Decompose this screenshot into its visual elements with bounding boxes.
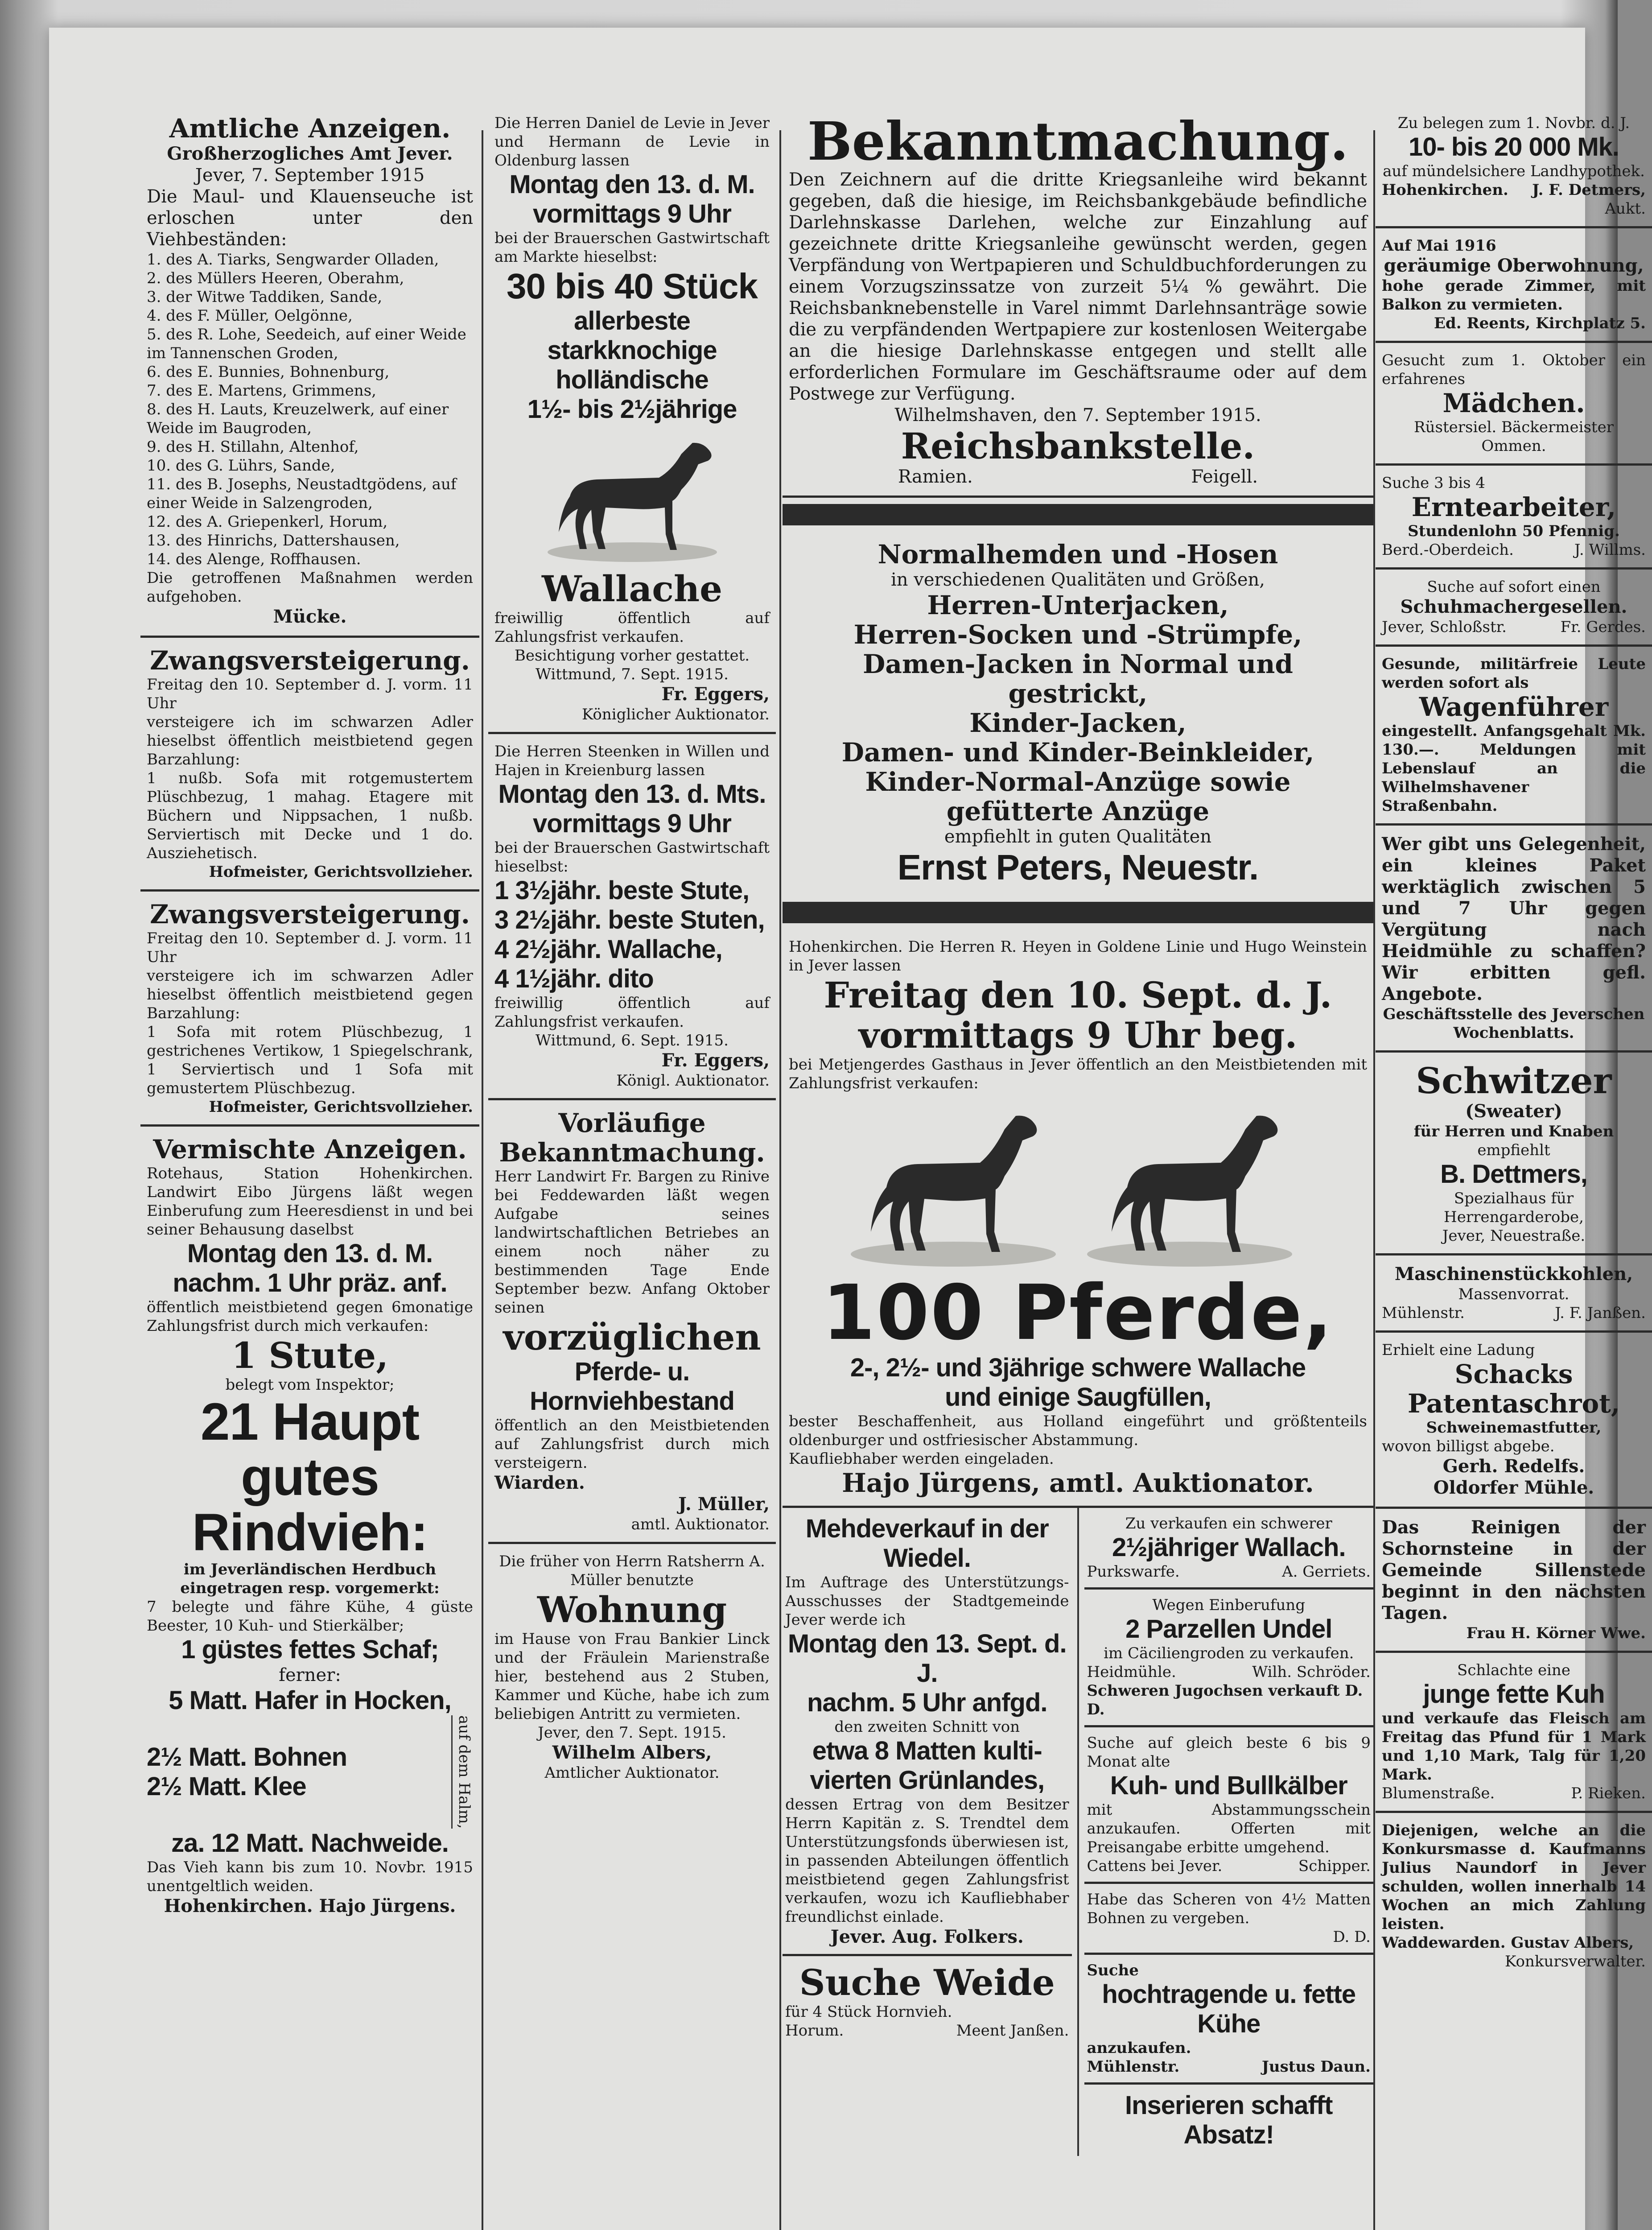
signature: A. Gerriets. bbox=[1282, 1563, 1371, 1581]
notice-intro: Die Maul- und Klauenseuche ist erloschen unter den Viehbeständen: bbox=[147, 186, 473, 250]
ad-line: versteigere ich im schwarzen Adler hieselbst öffentlich meistbietend gegen Barzahlung: bbox=[147, 713, 473, 768]
column-2 bbox=[488, 106, 776, 2230]
ad-intro: Im Auftrage des Unterstützungs-Ausschusses der Stadtgemeinde Jever werde ich bbox=[785, 1573, 1069, 1629]
ad-title: Wohnung bbox=[537, 1589, 727, 1631]
crop-lines bbox=[147, 1743, 451, 1801]
signature: Justus Daun. bbox=[1261, 2058, 1371, 2076]
signature: Frau H. Körner Wwe. bbox=[1466, 1624, 1646, 1642]
column-1 bbox=[140, 106, 479, 2230]
signature: Schipper. bbox=[1298, 1857, 1371, 1875]
ad-line: Schweinemastfutter, bbox=[1426, 1419, 1602, 1437]
slogan-text: Inserieren schafft Absatz! bbox=[1125, 2091, 1333, 2149]
ad-date: Jever, den 7. Sept. 1915. bbox=[538, 1724, 726, 1742]
clothing-ad bbox=[783, 532, 1373, 896]
horse-auction bbox=[488, 106, 776, 734]
ad-intro: Hohenkirchen. Die Herren R. Heyen in Goldene Linie und Hugo Weinstein in Jever lassen bbox=[789, 938, 1367, 975]
ad-emphasis: 10- bis 20 000 Mk. bbox=[1408, 132, 1619, 161]
ad-title: Zwangsversteigerung. bbox=[150, 645, 470, 676]
sub-column-right bbox=[1079, 1508, 1374, 2156]
auction-date: Montag den 13. d. M. bbox=[509, 170, 755, 199]
signature-role: Aukt. bbox=[1605, 200, 1646, 218]
signature-role: Konkursverwalter. bbox=[1505, 1953, 1646, 1970]
column-rule bbox=[779, 130, 781, 2230]
beef-ad bbox=[1376, 1653, 1652, 1813]
ad-line: anzukaufen. bbox=[1087, 2039, 1191, 2057]
signature-role: Königlicher Auktionator. bbox=[581, 706, 770, 723]
two-column-ads bbox=[783, 1508, 1373, 2156]
crop-group bbox=[147, 1715, 473, 1829]
ad-item: Kuh- und Bullkälber bbox=[1110, 1771, 1347, 1800]
ad-emphasis: Pferde- u. Hornviehbestand bbox=[530, 1357, 734, 1416]
signature: Oldorfer Mühle. bbox=[1433, 1477, 1594, 1498]
list-item: 12. des A. Griepenkerl, Horum, bbox=[147, 513, 388, 531]
office-name: Reichsbankstelle. bbox=[901, 425, 1255, 467]
ad-headline: 100 Pferde, bbox=[822, 1269, 1334, 1357]
shop-name: B. Dettmers, bbox=[1440, 1160, 1587, 1189]
ad-intro: Rotehaus, Station Hohenkirchen. Landwirt Eibo Jürgens läßt wegen Einberufung zum Heeresdienst in und bei seiner Behausung daselbst bbox=[147, 1165, 473, 1239]
ad-line: auf mündelsichere Landhypothek. bbox=[1383, 162, 1645, 180]
auction-time: vormittags 9 Uhr beg. bbox=[858, 1014, 1298, 1056]
list-item: 7. des E. Martens, Grimmens, bbox=[147, 382, 376, 400]
ad-line: Wer gibt uns Gelegenheit, ein kleines Paket werktäglich zwischen 5 und 7 Uhr gegen Vergütung nach Heidmühle zu schaffen? Wir erbitten gefl. Angebote. bbox=[1382, 834, 1646, 1004]
ad-line: mit Abstammungsschein anzukaufen. Offerten mit Preisangabe erbitte umgehend. bbox=[1087, 1801, 1371, 1856]
official-notice bbox=[140, 106, 479, 638]
list-item: 9. des H. Stillahn, Altenhof, bbox=[147, 438, 359, 456]
signature-role: Königl. Auktionator. bbox=[616, 1072, 770, 1090]
signature: Hofmeister, Gerichtsvollzieher. bbox=[209, 1098, 473, 1116]
signatures bbox=[785, 2021, 1069, 2040]
signature: Mücke. bbox=[273, 606, 347, 627]
rule-bar bbox=[783, 902, 1373, 923]
ad-item: 5 Matt. Hafer in Hocken, bbox=[169, 1686, 451, 1715]
signatures bbox=[1382, 618, 1646, 636]
ad-desc: und einige Saugfüllen, bbox=[945, 1383, 1211, 1412]
signature: Fr. Gerdes. bbox=[1560, 618, 1646, 636]
ad-line: Diejenigen, welche an die Konkursmasse d. Kaufmanns Julius Naundorf in Jever schulden, wollen innerhalb 14 Wochen an mich Zahlung leisten. bbox=[1382, 1821, 1646, 1933]
ad-emphasis: vorzüglichen bbox=[503, 1316, 761, 1358]
ad-where: bei Metjengerdes Gasthaus in Jever öffentlich an den Meistbietenden mit Zahlungsfrist verkaufen: bbox=[789, 1056, 1367, 1092]
signature: Ramien. bbox=[898, 467, 973, 487]
shop-name: Ernst Peters, Neuestr. bbox=[897, 847, 1259, 887]
ad-line: im Cäciliengroden zu verkaufen. bbox=[1104, 1644, 1354, 1662]
ad-emphasis: geräumige Oberwohnung, bbox=[1384, 255, 1644, 276]
list-item: 2. des Müllers Heeren, Oberahm, bbox=[147, 269, 404, 287]
livestock-auction bbox=[140, 1127, 479, 1925]
signature: Hofmeister, Gerichtsvollzieher. bbox=[209, 863, 473, 881]
ad-line: Damen-Jacken in Normal und gestrickt, bbox=[863, 649, 1293, 709]
signature: Geschäftsstelle des Jeverschen Wochenblatts. bbox=[1383, 1005, 1645, 1042]
signature: J. Willms. bbox=[1574, 541, 1646, 559]
ad-desc: bester Beschaffenheit, aus Holland eingeführt und größtenteils oldenburger und ostfriesischer Abstammung. bbox=[789, 1412, 1367, 1449]
pasture-wanted bbox=[783, 1956, 1072, 2046]
ad-item: Wallache bbox=[541, 568, 723, 610]
signatures bbox=[1087, 1562, 1371, 1581]
auction-time: vormittags 9 Uhr bbox=[533, 809, 731, 838]
shoemaker-wanted bbox=[1376, 570, 1652, 647]
ad-line: Spezialhaus für Herrengarderobe, bbox=[1444, 1189, 1584, 1226]
signatures bbox=[1382, 181, 1646, 199]
signatures bbox=[1382, 541, 1646, 559]
ad-desc: Kaufliebhaber werden eingeladen. bbox=[789, 1450, 1054, 1468]
horse-auction-100 bbox=[783, 929, 1373, 1508]
ad-title: Bekanntmachung. bbox=[807, 110, 1349, 172]
ad-item: 2½ Matt. Bohnen bbox=[147, 1743, 347, 1772]
ad-line: Schlachte eine bbox=[1457, 1661, 1570, 1679]
signature-place: Mühlenstr. bbox=[1087, 2058, 1180, 2076]
ad-intro: Die Herren Steenken in Willen und Hajen in Kreienburg lassen bbox=[494, 743, 770, 779]
ad-line: empfiehlt bbox=[1477, 1141, 1550, 1159]
ad-item: 4 2½jähr. Wallache, bbox=[494, 935, 722, 964]
ad-body: Herr Landwirt Fr. Bargen zu Rinive bei Feddewarden läßt wegen Aufgabe seines landwirtschaftlichen Betriebes an einem noch näher zu bestimmenden Tage Ende September bezw. Anfang Oktober seinen bbox=[494, 1168, 770, 1317]
beans-notice bbox=[1084, 1884, 1374, 1955]
ad-item: 2½jähriger Wallach. bbox=[1112, 1533, 1346, 1562]
ad-line: Habe das Scheren von 4½ Matten Bohnen zu vergeben. bbox=[1087, 1891, 1371, 1927]
signature-place: Horum. bbox=[785, 2022, 844, 2040]
ad-line: Suche auf sofort einen bbox=[1427, 578, 1601, 596]
list-item: 1. des A. Tiarks, Sengwarder Olladen, bbox=[147, 251, 439, 268]
ad-line: Zu belegen zum 1. Novbr. d. J. bbox=[1397, 114, 1630, 132]
list-item: 4. des F. Müller, Oelgönne, bbox=[147, 307, 353, 325]
auction-time: nachm. 1 Uhr präz. anf. bbox=[173, 1268, 447, 1297]
signatures bbox=[1087, 1857, 1371, 1875]
auction-date: Montag den 13. d. Mts. bbox=[498, 780, 766, 809]
list-item: 8. des H. Lauts, Kreuzelwerk, auf einer Weide im Baugroden, bbox=[147, 401, 449, 437]
ad-terms: öffentlich meistbietend gegen 6monatige Zahlungsfrist durch mich verkaufen: bbox=[147, 1298, 473, 1335]
ad-emphasis: Schwitzer bbox=[1416, 1060, 1612, 1102]
ad-where: bei der Brauerschen Gastwirtschaft hieselbst: bbox=[494, 839, 770, 875]
slogan bbox=[1084, 2085, 1374, 2156]
ad-count: 30 bis 40 Stück bbox=[506, 266, 758, 306]
list-item: 11. des B. Josephs, Neustadtgödens, auf einer Weide in Salzengroden, bbox=[147, 475, 457, 512]
signatures bbox=[1087, 1663, 1371, 1681]
signature: Meent Janßen. bbox=[956, 2022, 1069, 2040]
signature-place: Wiarden. bbox=[494, 1472, 585, 1493]
ad-line: Normalhemden und -Hosen bbox=[877, 539, 1278, 570]
ad-line: Gesunde, militärfreie Leute werden sofort als bbox=[1382, 655, 1646, 692]
ad-desc: allerbeste starkknochige bbox=[547, 306, 717, 365]
signature: D. D. bbox=[1333, 1928, 1371, 1946]
preliminary-notice bbox=[488, 1100, 776, 1544]
signature-role: amtl. Auktionator. bbox=[631, 1516, 770, 1533]
signature: J. F. Janßen. bbox=[1555, 1304, 1646, 1322]
office-name: Großherzogliches Amt Jever. bbox=[167, 143, 453, 164]
signatures bbox=[789, 466, 1367, 487]
ad-line: Herren-Socken und -Strümpfe, bbox=[853, 619, 1302, 650]
ad-line: (Sweater) bbox=[1465, 1101, 1562, 1122]
ad-item: 1 Stute, bbox=[231, 1334, 389, 1376]
list-item: 3. der Witwe Taddiken, Sande, bbox=[147, 288, 383, 306]
ad-intro: Die Herren Daniel de Levie in Jever und Hermann de Levie in Oldenburg lassen bbox=[494, 114, 770, 169]
auction-notice bbox=[140, 892, 479, 1127]
feed-ad bbox=[1376, 1333, 1652, 1509]
list-item: 13. des Hinrichs, Dattershausen, bbox=[147, 532, 400, 549]
signature-place: Jever, Schloßstr. bbox=[1382, 618, 1507, 636]
crop-note: auf dem Halm, bbox=[451, 1715, 473, 1829]
ad-body: Den Zeichnern auf die dritte Kriegsanleihe wird bekannt gegeben, daß die hiesige, im Reichsbankgebäude befindliche Darlehnskasse Darlehen, welche zur Einzahlung auf gezeichnete dritte Kriegsanleihe gewünscht werden, gegen Verpfändung von Wertpapieren und Schuldbuchforderungen zu einem Vorzugszinssatze von zurzeit 5¼ % gewährt. Die Reichsbanknebenstelle in Varel nimmt Darlehnsanträge sowie die zu verpfändenden Wertpapiere zur kostenlosen Weitergabe an die hiesige Darlehnskasse entgegen und stellt alle erforderlichen Formulare im Geschäftsraume oder auf dem Postwege zur Verfügung. bbox=[789, 169, 1367, 404]
signature-place: Cattens bei Jever. bbox=[1087, 1857, 1223, 1875]
ad-body: im Hause von Frau Bankier Linck und der Fräulein Marienstraße hier, bestehend aus 2 Stuben, Kammer und Küche, habe ich zum beliebigen Antritt zu vermieten. bbox=[494, 1630, 770, 1723]
ad-title: Mehdeverkauf in der bbox=[805, 1514, 1049, 1543]
ad-line: Auf Mai 1916 bbox=[1382, 237, 1496, 255]
ad-emphasis: Maschinenstückkohlen, bbox=[1394, 1264, 1633, 1284]
ad-item: 2 Parzellen Undel bbox=[1125, 1615, 1332, 1644]
signature: Ed. Reents, Kirchplatz 5. bbox=[1434, 314, 1646, 332]
ad-line: eingestellt. Anfangsgehalt Mk. 130.—. Meldungen mit Lebenslauf an die Wilhelmshavener Straßenbahn. bbox=[1382, 722, 1646, 815]
upper-flat-ad bbox=[1376, 228, 1652, 343]
horse-illustration bbox=[539, 429, 726, 563]
list-item: 5. des R. Lohe, Seedeich, auf einer Weide im Tannenschen Groden, bbox=[147, 326, 466, 362]
ad-line: Freitag den 10. September d. J. vorm. 11 Uhr bbox=[147, 929, 473, 966]
ad-item: 2½ Matt. Klee bbox=[147, 1772, 306, 1801]
ad-line: 1 nußb. Sofa mit rotgemustertem Plüschbezug, 1 mahag. Etagere mit Büchern und Nippsachen, 1 nußb. Serviertisch mit Decke und 1 do. Ausziehetisch. bbox=[147, 769, 473, 862]
ad-emphasis: junge fette Kuh bbox=[1423, 1680, 1605, 1709]
signature: P. Rieken. bbox=[1571, 1784, 1646, 1802]
notice-date: Jever, 7. September 1915 bbox=[195, 165, 425, 186]
ad-item-note: im Jeverländischen Herdbuch eingetragen resp. vorgemerkt: bbox=[180, 1561, 440, 1597]
meadow-sale bbox=[783, 1508, 1072, 1956]
ad-desc: 1½- bis 2½jährige bbox=[527, 395, 737, 424]
signature: Gerh. Redelfs. bbox=[1442, 1456, 1585, 1477]
signature: J. F. Detmers, bbox=[1532, 181, 1646, 199]
signature: Fr. Eggers, bbox=[661, 684, 770, 705]
column-4 bbox=[1376, 106, 1652, 2230]
column-3 bbox=[783, 106, 1373, 2230]
ad-title: Bekanntmachung. bbox=[499, 1137, 765, 1168]
signature-place: Mühlenstr. bbox=[1382, 1304, 1465, 1322]
mortgage-ad bbox=[1376, 106, 1652, 228]
tram-drivers-wanted bbox=[1376, 647, 1652, 826]
ad-item: za. 12 Matt. Nachweide. bbox=[171, 1829, 449, 1858]
ad-item: 3 2½jähr. beste Stuten, bbox=[494, 905, 765, 934]
column-rule bbox=[1373, 130, 1375, 2230]
signature: J. Müller, bbox=[678, 1494, 770, 1515]
list-item: 14. des Alenge, Roffhausen. bbox=[147, 550, 361, 568]
ad-title: Zwangsversteigerung. bbox=[150, 899, 470, 929]
apartment-ad bbox=[488, 1544, 776, 1790]
ad-line: Kinder-Jacken, bbox=[969, 708, 1186, 738]
newspaper-page bbox=[49, 28, 1646, 2230]
ad-emphasis: Schacks bbox=[1454, 1359, 1573, 1389]
ad-line: und verkaufe das Fleisch am Freitag das Pfund für 1 Mark und 1,10 Mark, Talg für 1,20 Mark. bbox=[1382, 1710, 1646, 1784]
ad-terms: freiwillig öffentlich auf Zahlungsfrist verkaufen. bbox=[494, 609, 770, 646]
maid-wanted bbox=[1376, 343, 1652, 466]
ad-item: 1 3½jähr. beste Stute, bbox=[494, 876, 750, 905]
column-rule bbox=[482, 130, 483, 2230]
horse-illustration bbox=[833, 1098, 1323, 1268]
ad-line: Suche bbox=[1087, 1962, 1139, 1979]
ad-line: hohe gerade Zimmer, mit Balkon zu vermieten. bbox=[1382, 277, 1646, 314]
chimney-notice bbox=[1376, 1509, 1652, 1653]
ad-note: Das Vieh kann bis zum 10. Novbr. 1915 unentgeltlich weiden. bbox=[147, 1858, 473, 1896]
auction-notice bbox=[140, 638, 479, 892]
signature-role: Amtlicher Auktionator. bbox=[544, 1764, 720, 1782]
section-heading: Vermischte Anzeigen. bbox=[153, 1134, 467, 1165]
ad-line: 1 Sofa mit rotem Plüschbezug, 1 gestrichenes Vertikow, 1 Spiegelschrank, 1 Serviertisch und 1 Sofa mit gemustertem Plüschbezug. bbox=[147, 1023, 473, 1097]
ad-item: 21 Haupt gutes Rindvieh: bbox=[192, 1392, 428, 1562]
ad-line: Stundenlohn 50 Pfennig. bbox=[1408, 522, 1620, 540]
ad-emphasis: Schuhmachergesellen. bbox=[1400, 596, 1627, 617]
ad-title: Wiedel. bbox=[883, 1544, 971, 1573]
sub-column-left bbox=[783, 1508, 1079, 2156]
signature: Feigell. bbox=[1191, 467, 1258, 487]
ad-title: Vorläufige bbox=[558, 1108, 706, 1138]
ad-date: Wittmund, 6. Sept. 1915. bbox=[535, 1032, 729, 1049]
horse-auction bbox=[488, 734, 776, 1100]
ad-line: den zweiten Schnitt von bbox=[834, 1718, 1020, 1736]
ad-item: hochtragende u. fette Kühe bbox=[1102, 1980, 1356, 2038]
ad-line: Suche 3 bis 4 bbox=[1382, 474, 1486, 492]
coal-ad bbox=[1376, 1255, 1652, 1333]
signature: Jever. Aug. Folkers. bbox=[830, 1926, 1024, 1947]
ad-emphasis: etwa 8 Matten kulti- bbox=[812, 1736, 1042, 1765]
gelding-sale bbox=[1084, 1508, 1374, 1590]
ad-body: für 4 Stück Hornvieh. bbox=[785, 2003, 952, 2021]
bankruptcy-notice bbox=[1376, 1813, 1652, 1979]
ad-item: 1 güstes fettes Schaf; bbox=[181, 1635, 439, 1664]
ad-emphasis: Patentaschrot, bbox=[1407, 1388, 1620, 1419]
ad-date: Wittmund, 7. Sept. 1915. bbox=[535, 665, 729, 683]
rule-bar bbox=[783, 504, 1373, 525]
ad-emphasis: Mädchen. bbox=[1442, 388, 1585, 418]
ad-item-note: belegt vom Inspektor; bbox=[225, 1376, 395, 1394]
ad-item: 4 1½jähr. dito bbox=[494, 964, 654, 993]
ad-line: Freitag den 10. September d. J. vorm. 11 Uhr bbox=[147, 676, 473, 712]
signature-place: Hohenkirchen. bbox=[1382, 181, 1508, 199]
notice-closing: Die getroffenen Maßnahmen werden aufgehoben. bbox=[147, 569, 473, 606]
auction-date: Freitag den 10. Sept. d. J. bbox=[824, 974, 1332, 1016]
ad-line: wovon billigst abgebe. bbox=[1382, 1437, 1555, 1455]
ad-line: Massenvorrat. bbox=[1458, 1285, 1570, 1303]
ad-line: versteigere ich im schwarzen Adler hieselbst öffentlich meistbietend gegen Barzahlung: bbox=[147, 967, 473, 1022]
auction-date: Montag den 13. d. M. bbox=[187, 1239, 433, 1268]
ad-line: Herren-Unterjacken, bbox=[927, 590, 1229, 620]
ad-item-detail: 7 belegte und fähre Kühe, 4 güste Beester, 10 Kuh- und Stierkälber; bbox=[147, 1598, 473, 1635]
ad-line: Das Reinigen der Schornsteine in der Gemeinde Sillenstede beginnt in den nächsten Tagen. bbox=[1382, 1517, 1646, 1623]
auction-time: vormittags 9 Uhr bbox=[533, 199, 731, 228]
signature: Waddewarden. Gustav Albers, bbox=[1382, 1934, 1634, 1952]
signatures bbox=[1087, 2057, 1371, 2076]
ad-line: Kinder-Normal-Anzüge sowie gefütterte Anzüge bbox=[865, 767, 1291, 826]
ad-intro: Die früher von Herrn Ratsherrn A. Müller benutzte bbox=[499, 1553, 765, 1589]
signatures bbox=[1382, 1784, 1646, 1803]
section-heading: Amtliche Anzeigen. bbox=[169, 113, 451, 144]
ad-emphasis: vierten Grünlandes, bbox=[810, 1766, 1045, 1795]
calves-wanted bbox=[1084, 1727, 1374, 1884]
signature: Hohenkirchen. Hajo Jürgens. bbox=[164, 1896, 456, 1917]
ad-line: Wegen Einberufung bbox=[1152, 1596, 1306, 1614]
ad-line: empfiehlt in guten Qualitäten bbox=[944, 826, 1212, 847]
signatures bbox=[1382, 1304, 1646, 1322]
ad-line: ferner: bbox=[279, 1665, 341, 1685]
signature-place: Heidmühle. bbox=[1087, 1663, 1176, 1681]
signature: Fr. Eggers, bbox=[661, 1050, 770, 1071]
sweater-ad bbox=[1376, 1053, 1652, 1255]
list-item: 6. des E. Bunnies, Bohnenburg, bbox=[147, 363, 390, 381]
ad-emphasis: Wagenführer bbox=[1419, 692, 1609, 722]
bank-notice bbox=[783, 106, 1373, 498]
ad-line: Zu verkaufen ein schwerer bbox=[1125, 1515, 1332, 1532]
ad-where: bei der Brauerschen Gastwirtschaft am Markte hieselbst: bbox=[494, 229, 770, 266]
list-item: 10. des G. Lührs, Sande, bbox=[147, 457, 335, 475]
ad-line: Jever, Neuestraße. bbox=[1442, 1227, 1586, 1245]
ad-line: Suche auf gleich beste 6 bis 9 Monat alte bbox=[1087, 1734, 1371, 1771]
signature-place: Berd.-Oberdeich. bbox=[1382, 541, 1514, 559]
signature-place: Blumenstraße. bbox=[1382, 1784, 1495, 1802]
ad-emphasis: Erntearbeiter, bbox=[1411, 492, 1616, 522]
auction-date: Montag den 13. Sept. d. J. bbox=[787, 1629, 1067, 1688]
ad-line: Gesucht zum 1. Oktober ein erfahrenes bbox=[1382, 351, 1646, 388]
parcel-delivery-request bbox=[1376, 826, 1652, 1053]
signature-place: Purkswarfe. bbox=[1087, 1563, 1180, 1581]
ad-line: Damen- und Kinder-Beinkleider, bbox=[841, 737, 1314, 768]
ad-body: dessen Ertrag von dem Besitzer Herrn Kapitän z. S. Trendtel dem Unterstützungsfonds überwiesen ist, in passenden Abteilungen öffentlich meistbietend gegen Zahlungsfrist verkaufen, wozu ich Kaufliebhaber freundlichst einlade. bbox=[785, 1796, 1069, 1926]
ad-desc: holländische bbox=[556, 365, 709, 394]
parcel-sale bbox=[1084, 1590, 1374, 1727]
signature: Wilh. Schröder. bbox=[1252, 1663, 1371, 1681]
signature: Wilhelm Albers, bbox=[552, 1742, 712, 1763]
harvest-workers-wanted bbox=[1376, 466, 1652, 570]
ad-terms: öffentlich an den Meistbietenden auf Zahlungsfrist durch mich versteigern. bbox=[494, 1416, 770, 1472]
auction-time: nachm. 5 Uhr anfgd. bbox=[807, 1688, 1047, 1717]
ad-line: Schweren Jugochsen verkauft D. D. bbox=[1087, 1682, 1363, 1718]
ad-line: in verschiedenen Qualitäten und Größen, bbox=[890, 570, 1265, 590]
ad-desc: 2-, 2½- und 3jährige schwere Wallache bbox=[850, 1353, 1306, 1382]
ad-terms: freiwillig öffentlich auf Zahlungsfrist verkaufen. bbox=[494, 994, 770, 1031]
signature: Rüstersiel. Bäckermeister Ommen. bbox=[1414, 418, 1614, 455]
ad-title: Suche Weide bbox=[799, 1962, 1055, 2003]
signature: Hajo Jürgens, amtl. Auktionator. bbox=[842, 1468, 1314, 1498]
ad-line: für Herren und Knaben bbox=[1413, 1123, 1614, 1140]
ad-line: Erhielt eine Ladung bbox=[1382, 1341, 1535, 1359]
cows-wanted bbox=[1084, 1955, 1374, 2085]
ad-view: Besichtigung vorher gestattet. bbox=[514, 647, 750, 665]
ad-date: Wilhelmshaven, den 7. September 1915. bbox=[894, 405, 1261, 425]
